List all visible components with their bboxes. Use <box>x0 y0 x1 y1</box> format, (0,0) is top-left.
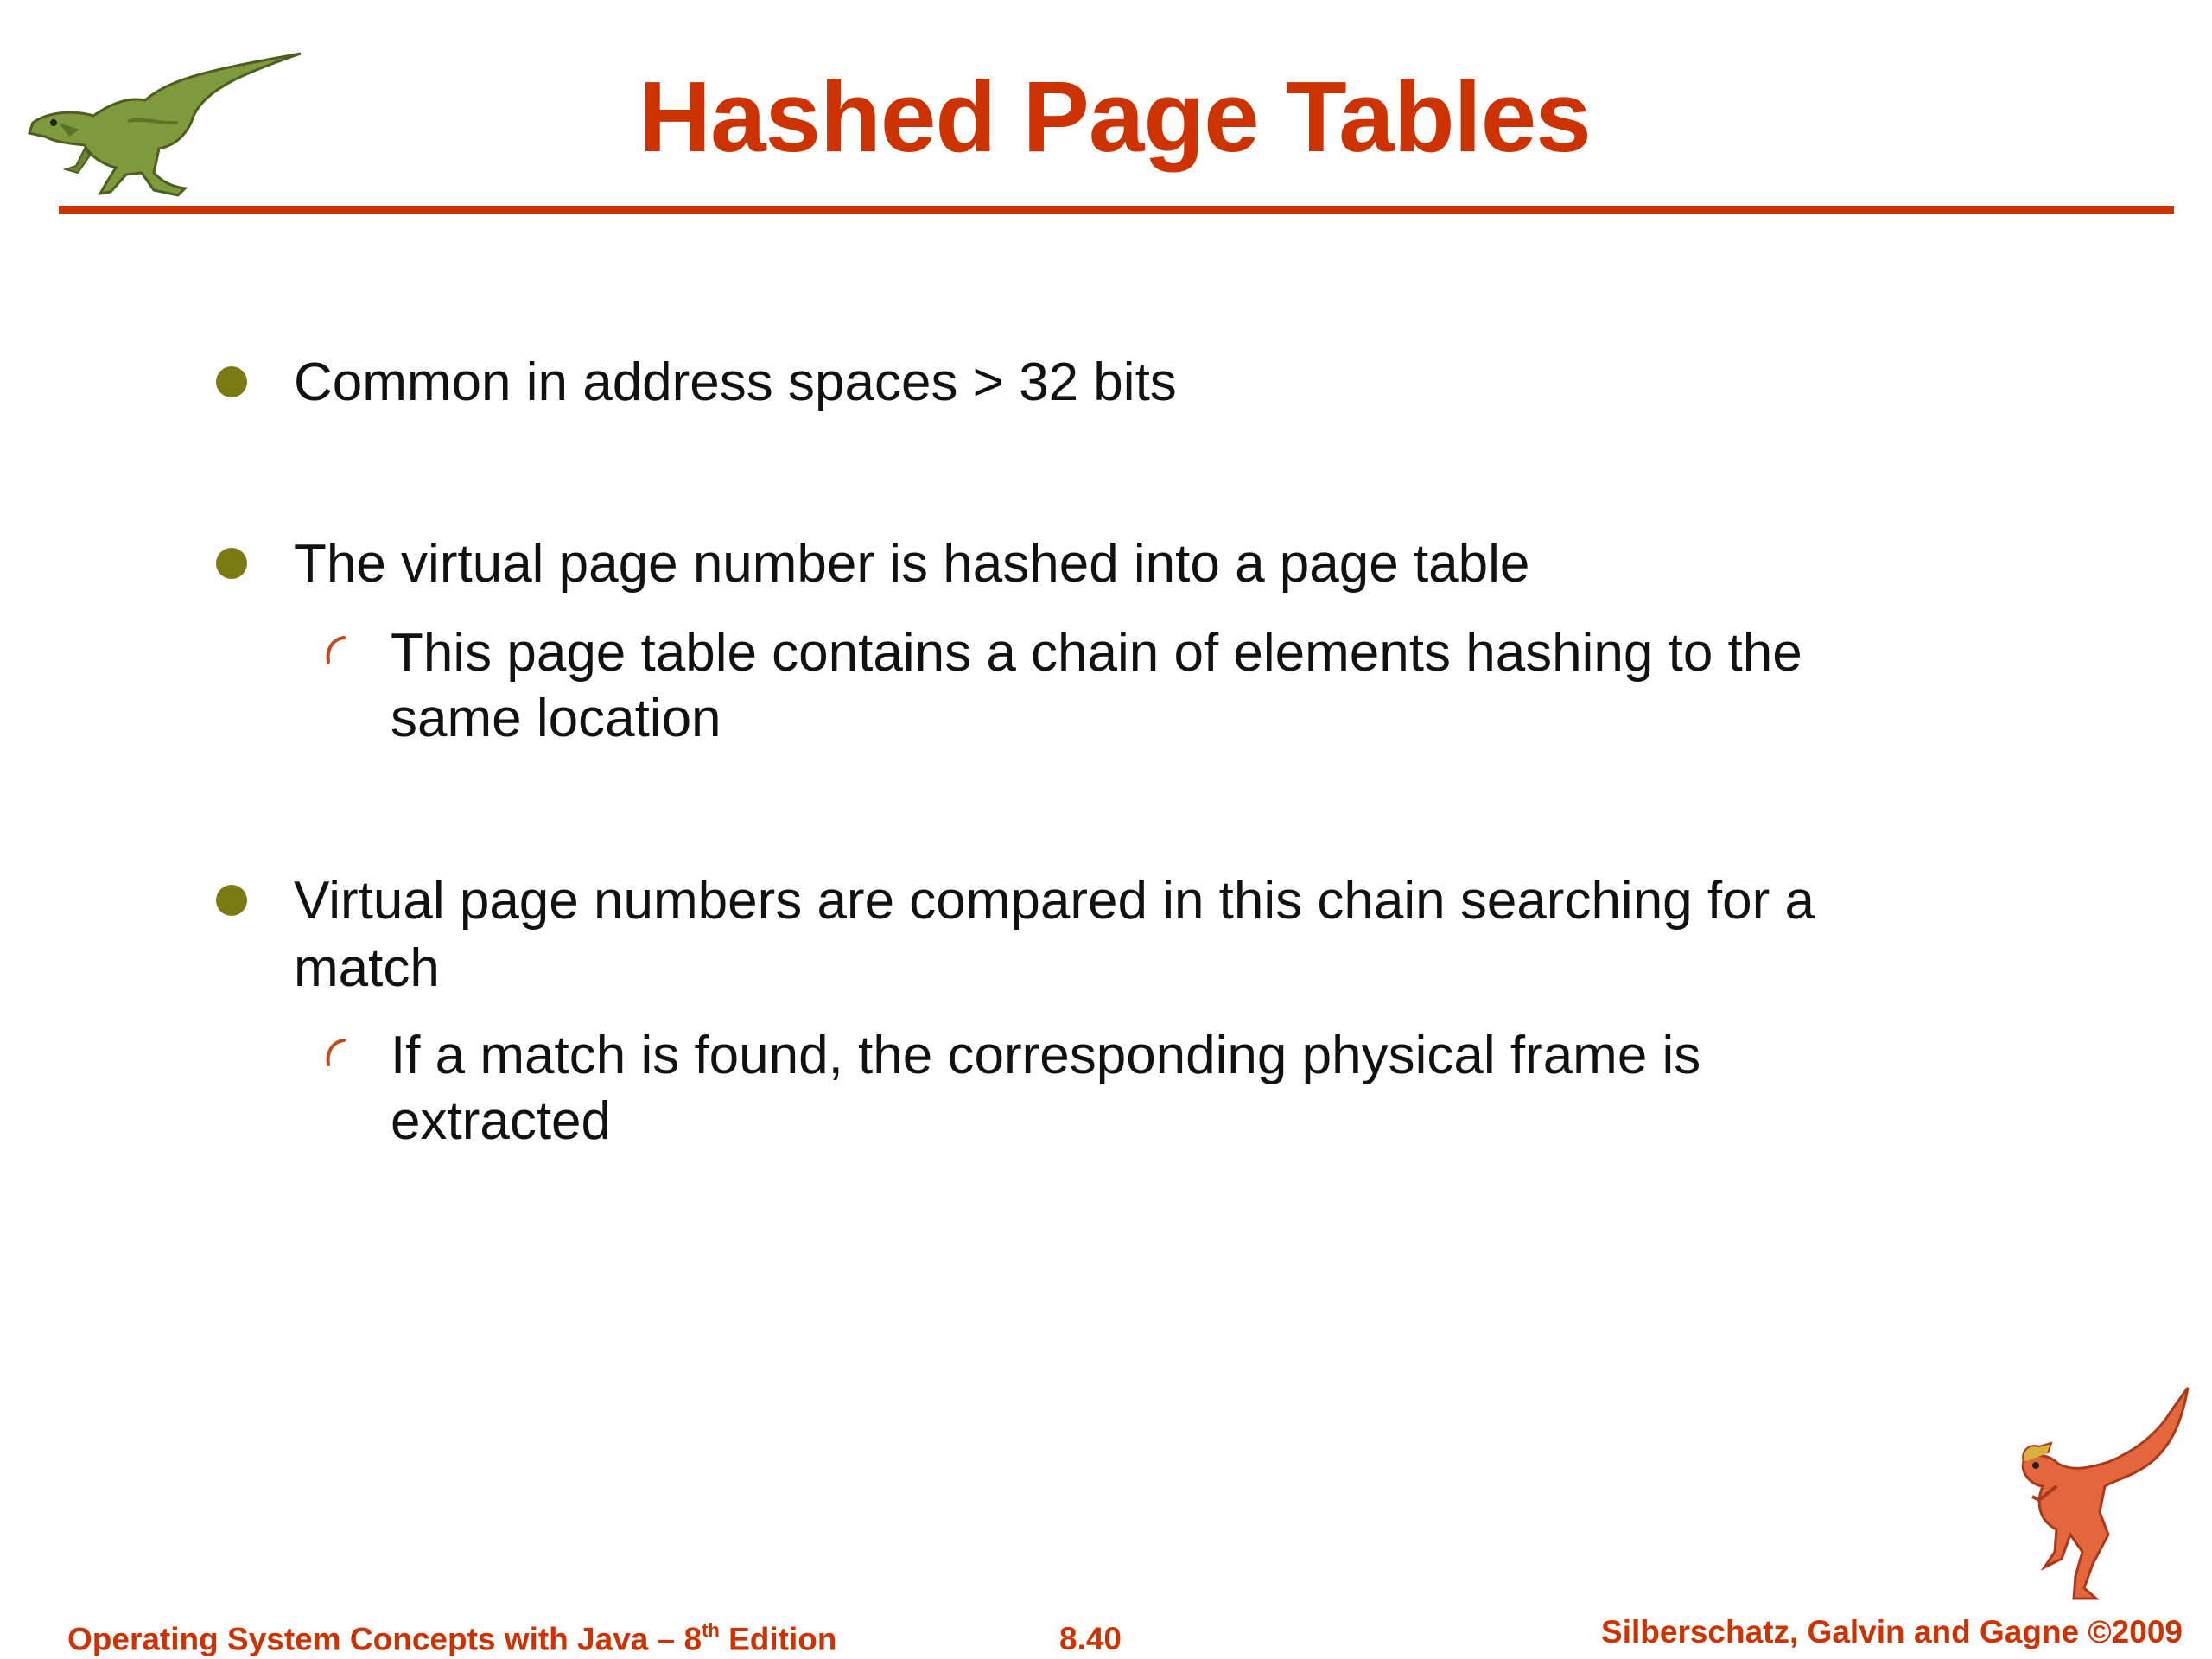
bullet-item <box>216 531 1529 598</box>
bullet-text: The virtual page number is hashed into a page table <box>294 534 1530 594</box>
hook-bullet-icon <box>323 632 358 667</box>
sub-bullet-text: If a match is found, the corresponding physical frame is extracted <box>391 1026 1701 1151</box>
hook-bullet-icon <box>323 1035 358 1070</box>
sub-bullet-item <box>323 1023 1792 1154</box>
footer-authors: Silberschatz, Galvin and Gagne ©2009 <box>1601 1614 2183 1649</box>
footer-book-title: Operating System Concepts with Java – 8th Edition <box>67 1619 837 1657</box>
bullet-text: Virtual page numbers are compared in this chain searching for a match <box>294 871 1815 998</box>
slide-title: Hashed Page Tables <box>639 60 1591 173</box>
sub-bullet-item <box>323 620 1896 752</box>
bullet-item <box>216 349 1177 416</box>
red-dinosaur-icon <box>1979 1382 2195 1607</box>
bullet-dot-icon <box>216 366 247 397</box>
footer-page-number: 8.40 <box>1059 1621 1122 1656</box>
sub-bullet-text: This page table contains a chain of elements hashing to the same location <box>391 623 1802 748</box>
bullet-dot-icon <box>216 885 247 916</box>
bullet-dot-icon <box>216 548 247 579</box>
bullet-text: Common in address spaces > 32 bits <box>294 353 1177 412</box>
bullet-item <box>216 868 1944 1002</box>
title-divider <box>59 206 2174 214</box>
